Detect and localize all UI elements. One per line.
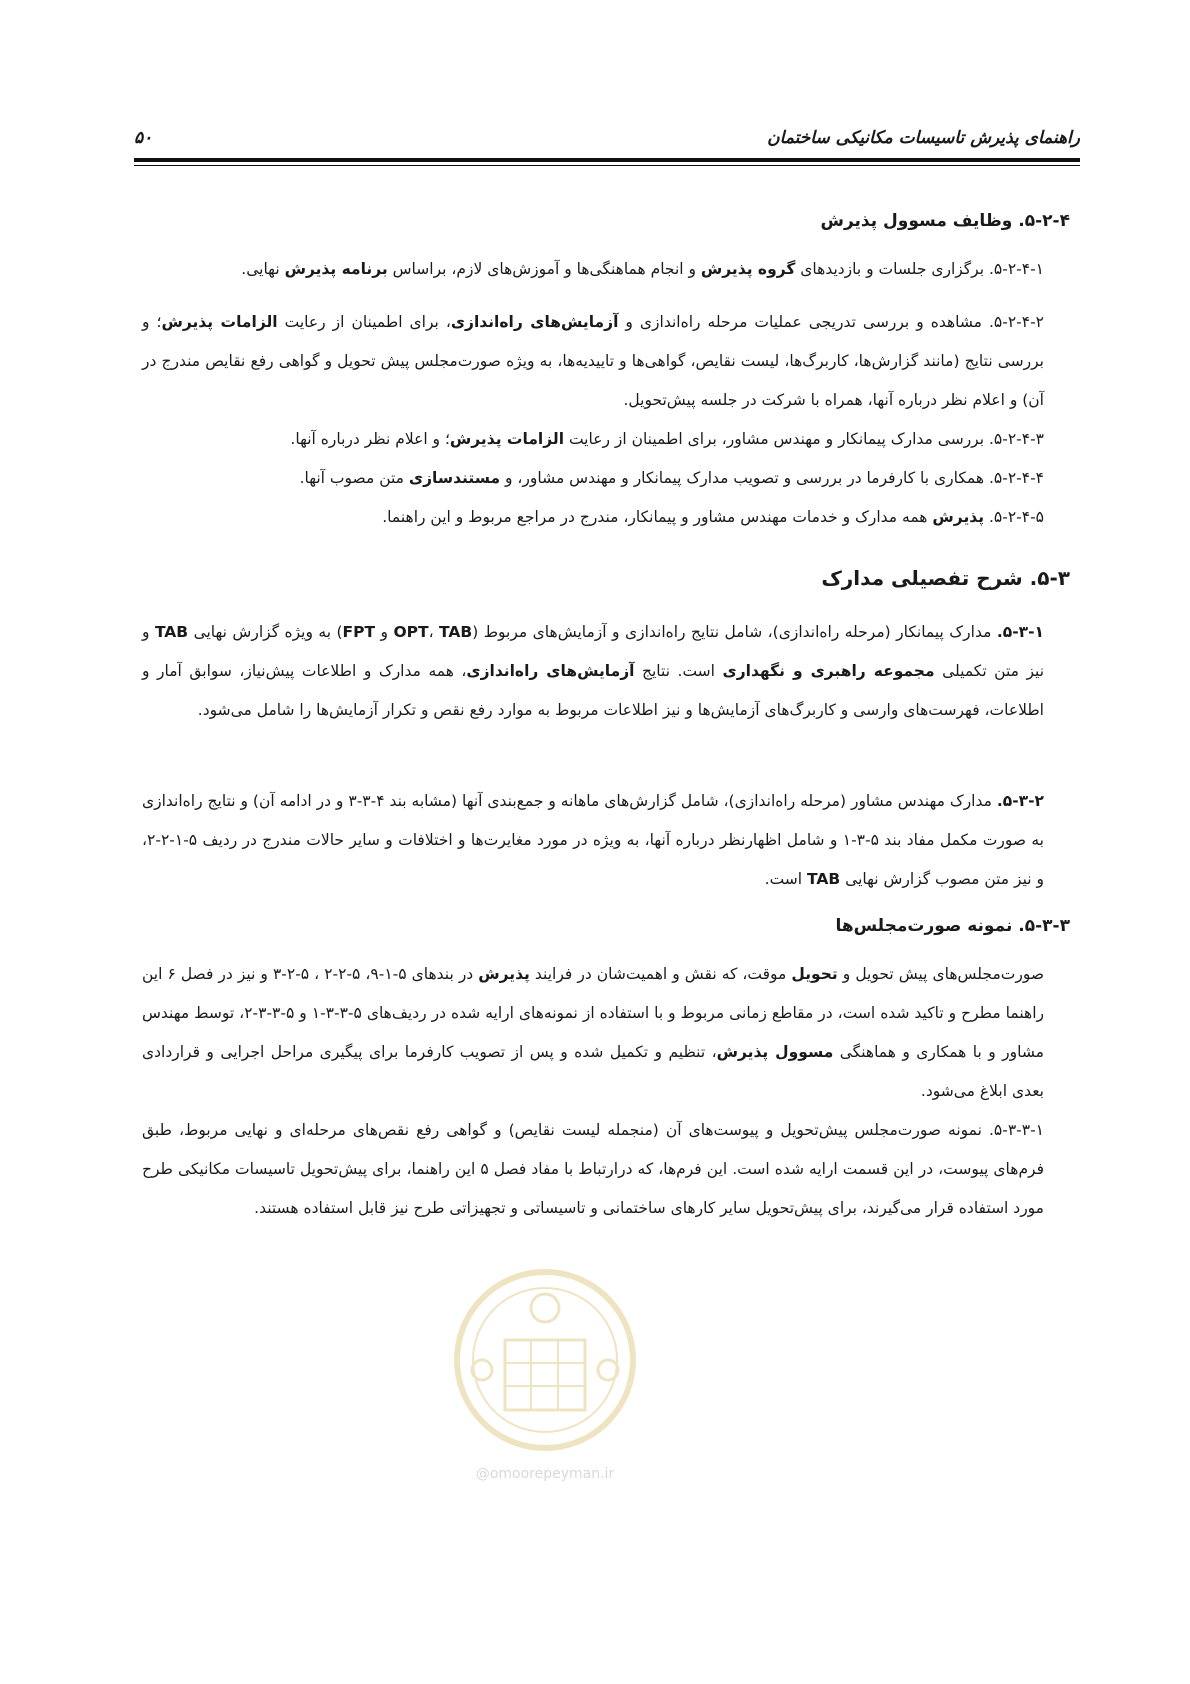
- paragraph-5-2-4-2: ۵-۲-۴-۲. مشاهده و بررسی تدریجی عملیات مرحله راه‌اندازی و آزمایش‌های راه‌اندازی، برای اطمینان از رعایت الزامات پذیرش؛ و بررسی نتایج (مانند گزارش‌ها، کاربرگ‌ها، لیست نقایص، گواهی‌ها و تاییدیه‌ها، به ویژه صورت‌مجلس پیش تحویل و گواهی رفع نقایص مندرج در آن) و اعلام نظر درباره آنها، همراه با شرکت در جلسه پیش‌تحویل.: [142, 313, 1045, 409]
- paragraph-5-2-4-5: ۵-۲-۴-۵. پذیرش همه مدارک و خدمات مهندس مشاور و پیمانکار، مندرج در مراجع مربوط و این راهنما.: [382, 508, 1044, 526]
- paragraph-5-2-4-4: ۵-۲-۴-۴. همکاری با کارفرما در بررسی و تصویب مدارک پیمانکار و مهندس مشاور، و مستندسازی متن مصوب آنها.: [299, 469, 1044, 487]
- paragraph-5-3-3-1: ۵-۳-۳-۱. نمونه صورت‌مجلس پیش‌تحویل و پیوست‌های آن (منجمله لیست نقایص) و گواهی رفع نقص‌های مرحله‌ای و نهایی مربوط، طبق فرم‌های پیوست، در این قسمت ارایه شده است. این فرم‌ها، که درارتباط با مفاد فصل ۵ این راهنما، برای پیش‌تحویل تاسیسات مکانیکی طرح مورد استفاده قرار می‌گیرند، برای پیش‌تحویل سایر کارهای ساختمانی و تاسیساتی و تجهیزاتی طرح نیز قابل استفاده هستند.: [142, 1121, 1044, 1217]
- paragraph-5-3-1: ۵-۳-۱. مدارک پیمانکار (مرحله راه‌اندازی)، شامل نتایج راه‌اندازی و آزمایش‌های مربوط (OPT، TAB و FPT) به ویژه گزارش نهایی TAB و نیز متن تکمیلی مجموعه راهبری و نگهداری است. نتایج آزمایش‌های راه‌اندازی، همه مدارک و اطلاعات پیش‌نیاز، سوابق آمار و اطلاعات، فهرست‌های وارسی و کاربرگ‌های آزمایش‌ها و نیز اطلاعات مربوط به موارد رفع نقص و تکرار آزمایش‌ها را شامل می‌شود.: [142, 623, 1045, 719]
- seal-icon: [450, 1260, 640, 1460]
- page-header: [134, 128, 1080, 158]
- watermark-seal: [450, 1260, 640, 1490]
- header-rule-thick: [134, 158, 1080, 162]
- section-heading-5-2-4: ۵-۲-۴. وظایف مسوول پذیرش: [820, 211, 1070, 231]
- section-heading-5-3-3: ۵-۳-۳. نمونه صورت‌مجلس‌ها: [835, 916, 1070, 936]
- section-heading-5-3: ۵-۳. شرح تفصیلی مدارک: [821, 566, 1070, 590]
- page-body: [142, 208, 1070, 1228]
- watermark-text: @omoorepeyman.ir: [475, 1466, 615, 1482]
- page-number: ۵۰: [134, 128, 153, 148]
- running-title: راهنمای پذیرش تاسیسات مکانیکی ساختمان: [767, 128, 1080, 148]
- paragraph-5-2-4-3: ۵-۲-۴-۳. بررسی مدارک پیمانکار و مهندس مشاور، برای اطمینان از رعایت الزامات پذیرش؛ و اعلام نظر درباره آنها.: [290, 430, 1044, 448]
- paragraph-5-3-3-intro: صورت‌مجلس‌های پیش تحویل و تحویل موقت، که نقش و اهمیت‌شان در فرایند پذیرش در بندهای ۵-۱-۹، ۵-۲-۲ ، ۵-۲-۳ و نیز در فصل ۶ این راهنما مطرح و تاکید شده است، در مقاطع زمانی مربوط و با استفاده از نمونه‌های ارایه شده در ردیف‌های ۵-۳-۳-۱ و ۵-۳-۳-۲، توسط مهندس مشاور و با همکاری و هماهنگی مسوول پذیرش، تنظیم و تکمیل شده و پس از تصویب کارفرما برای پیگیری مراحل اجرایی و قراردادی بعدی ابلاغ می‌شود.: [142, 965, 1044, 1100]
- header-rule-thin: [134, 165, 1080, 166]
- paragraph-5-2-4-1: ۵-۲-۴-۱. برگزاری جلسات و بازدیدهای گروه پذیرش و انجام هماهنگی‌ها و آموزش‌های لازم، براساس برنامه پذیرش نهایی.: [241, 260, 1044, 278]
- paragraph-5-3-2: ۵-۳-۲. مدارک مهندس مشاور (مرحله راه‌اندازی)، شامل گزارش‌های ماهانه و جمع‌بندی آنها (مشابه بند ۴-۳-۳ و در ادامه آن) و نتایج راه‌اندازی به صورت مکمل مفاد بند ۵-۳-۱ و شامل اظهارنظر درباره آنها، به ویژه در مورد مغایرت‌ها و اختلافات و سایر حالات مندرج در ردیف ۵-۱-۲-۲، و نیز متن مصوب گزارش نهایی TAB است.: [142, 792, 1044, 888]
